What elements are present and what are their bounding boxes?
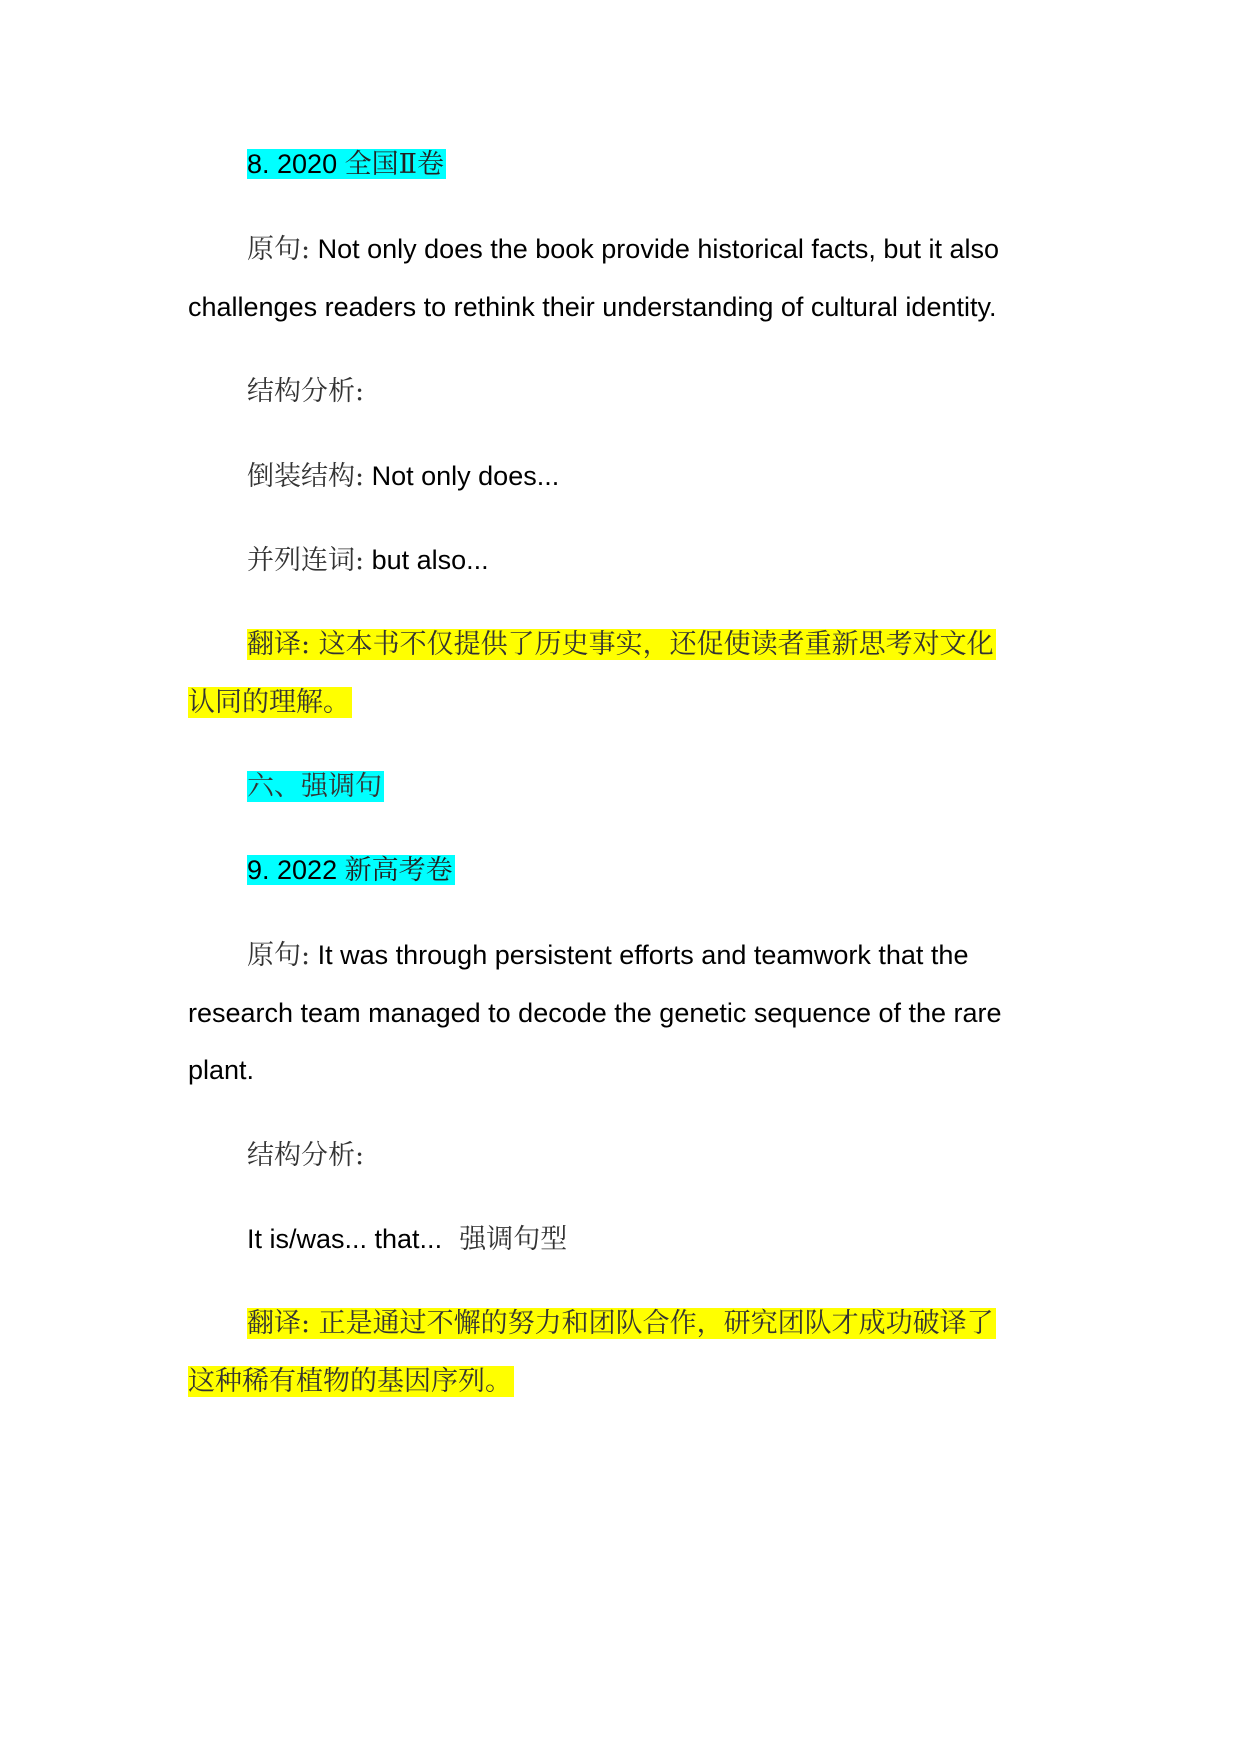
analysis-point-conjunction xyxy=(247,541,489,580)
original-label: 原句: xyxy=(247,940,311,971)
original-sentence-line-2 xyxy=(188,288,996,326)
analysis-heading xyxy=(247,1136,364,1175)
analysis-label: 结构分析: xyxy=(247,376,365,407)
heading-source: 全国Ⅱ卷 xyxy=(344,149,444,180)
analysis-label: 结构分析: xyxy=(247,1140,365,1171)
original-sentence-line-3 xyxy=(188,1051,254,1089)
original-sentence-line-1 xyxy=(247,230,999,269)
translation-line-2 xyxy=(188,1362,514,1401)
original-sentence-line-2 xyxy=(188,994,1002,1032)
analysis-point-emphasis xyxy=(247,1220,567,1259)
heading-source: 新高考卷 xyxy=(344,855,453,886)
question-heading-8 xyxy=(247,145,446,184)
original-text: challenges readers to rethink their understanding of cultural identity. xyxy=(188,292,997,322)
heading-highlight xyxy=(247,855,455,885)
original-text: Not only does the book provide historical facts, but it also xyxy=(310,234,999,264)
question-heading-9 xyxy=(247,851,455,890)
original-text: It was through persistent efforts and teamwork that the xyxy=(310,940,969,970)
point-text: but also... xyxy=(364,545,489,575)
analysis-point-inversion xyxy=(247,457,559,496)
original-label: 原句: xyxy=(247,234,311,265)
category-heading xyxy=(247,767,384,806)
translation-line-1 xyxy=(247,1304,996,1343)
analysis-heading xyxy=(247,372,364,411)
point-label: 倒装结构: xyxy=(247,461,365,492)
translation-line-2 xyxy=(188,683,352,722)
point-text: Not only does... xyxy=(364,461,560,491)
point-label: 强调句型 xyxy=(442,1224,568,1255)
category-title: 六、强调句 xyxy=(247,771,382,802)
point-label: 并列连词: xyxy=(247,545,365,576)
translation-line-1 xyxy=(247,625,996,664)
point-text: It is/was... that... xyxy=(247,1224,443,1254)
original-text: plant. xyxy=(188,1055,255,1085)
translation-text: 翻译: 这本书不仅提供了历史事实，还促使读者重新思考对文化 xyxy=(247,629,994,660)
original-sentence-line-1 xyxy=(247,936,968,975)
translation-text: 翻译: 正是通过不懈的努力和团队合作，研究团队才成功破译了 xyxy=(247,1308,994,1339)
translation-text: 这种稀有植物的基因序列。 xyxy=(188,1366,512,1397)
heading-highlight xyxy=(247,149,446,179)
heading-number: 9. 2022 xyxy=(247,855,345,885)
heading-number: 8. 2020 xyxy=(247,149,345,179)
translation-text: 认同的理解。 xyxy=(188,687,350,718)
original-text: research team managed to decode the genetic sequence of the rare xyxy=(188,998,1002,1028)
